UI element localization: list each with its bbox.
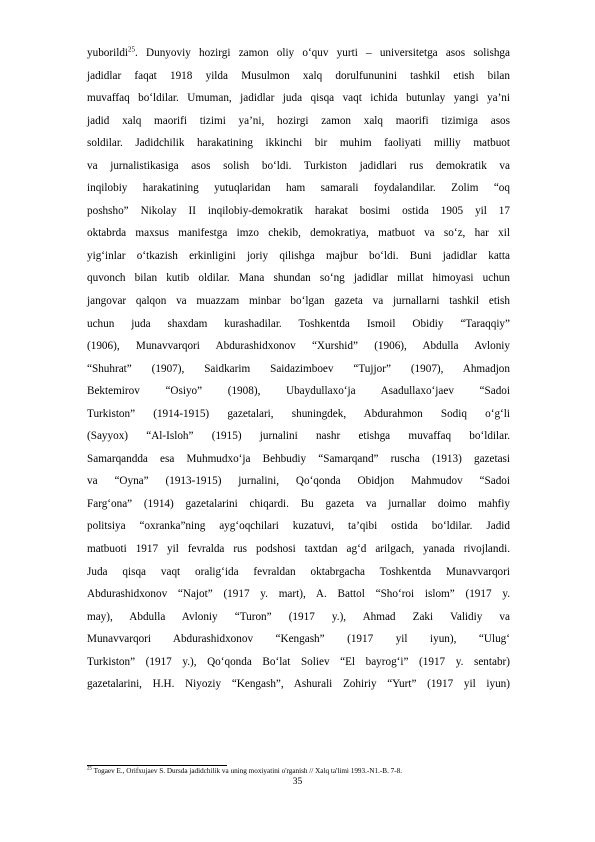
paragraph-line: jadidlar faqat 1918 yilda Musulmon xalq dorulfununini tashkil etish bilan [87,69,510,82]
paragraph-line: jadid xalq maorifi tizimi ya’ni, hozirgi zamon xalq maorifi tizimiga asos [87,114,510,127]
paragraph-line: (1906), Munavvarqori Abdurashidxonov “Xurshid” (1906), Abdulla Avloniy [87,340,510,353]
paragraph-line: va jurnalistikasiga asos solish bo‘ldi. Turkiston jadidlari rus demokratik va [87,159,510,172]
paragraph-line: va “Oyna” (1913-1915) jurnalini, Qo‘qonda Obidjon Mahmudov “Sadoi [87,475,510,488]
paragraph-line: Munavvarqori Abdurashidxonov “Kengash” (1917 yil iyun), “Ulug‘ [87,633,510,646]
footnote-text: Togaev E., Orifxujaev S. Dursda jadidchilik va uning moxiyatini o'rganish // Xalq ta'limi 1993.-N1.-B. 7-8. [92,767,403,775]
paragraph-line: gazetalarini, H.H. Niyoziy “Kengash”, Ashurali Zohiriy “Yurt” (1917 yil iyun) [87,678,510,691]
page-number: 35 [292,777,303,787]
paragraph-line: poshsho” Nikolay II inqilobiy-demokratik harakat bosimi ostida 1905 yil 17 [87,204,510,217]
paragraph-line: inqilobiy harakatining yutuqlaridan ham samarali foydalandilar. Zolim “oq [87,182,510,195]
footnote-separator [87,765,227,766]
paragraph-line: Turkiston” (1917 y.), Qo‘qonda Bo‘lat Soliev “El bayrog‘i” (1917 y. sentabr) [87,655,510,668]
paragraph-line: (Sayyox) “Al-Isloh” (1915) jurnalini nashr etishga muvaffaq bo‘ldilar. [87,430,510,443]
main-paragraph [87,42,510,696]
paragraph-line: jangovar qalqon va muazzam minbar bo‘lgan gazeta va jurnallarni tashkil etish [87,295,510,308]
paragraph-line: quvonch bilan kutib oldilar. Mana shundan so‘ng jadidlar millat himoyasi uchun [87,272,510,285]
paragraph-line: muvaffaq bo‘ldilar. Umuman, jadidlar juda qisqa vaqt ichida butunlay yangi ya’ni [87,92,510,105]
paragraph-line: Turkiston” (1914-1915) gazetalari, shuningdek, Abdurahmon Sodiq o‘g‘li [87,407,510,420]
paragraph-line: oktabrda maxsus manifestga imzo chekib, demokratiya, matbuot va so‘z, har xil [87,227,510,240]
footnote [87,767,517,775]
paragraph-line: Abdurashidxonov “Najot” (1917 y. mart), A. Battol “Sho‘roi islom” (1917 y. [87,588,510,601]
paragraph-line-1: yuborildi$^{25}$. Dunyoviy hozirgi zamon oliy o‘quv yurti – universitetga asos solishga [87,45,510,59]
paragraph-line: soldilar. Jadidchilik harakatining ikkinchi bir muhim faoliyati milliy matbuot [87,137,510,150]
footnote-mark: 25 [87,766,92,772]
paragraph-line: matbuoti 1917 yil fevralda rus podshosi taxtdan ag‘d arilgach, yanada rivojlandi. [87,543,510,556]
paragraph-line: may), Abdulla Avloniy “Turon” (1917 y.), Ahmad Zaki Validiy va [87,610,510,623]
footnote-reference[interactable]: 25 [128,45,136,54]
paragraph-line: politsiya “oxranka”ning ayg‘oqchilari kuzatuvi, ta’qibi ostida bo‘ldilar. Jadid [87,520,510,533]
paragraph-line: “Shuhrat” (1907), Saidkarim Saidazimboev “Tujjor” (1907), Ahmadjon [87,362,510,375]
paragraph-line: Samarqandda esa Muhmudxo‘ja Behbudiy “Samarqand” ruscha (1913) gazetasi [87,452,510,465]
paragraph-line: Farg‘ona” (1914) gazetalarini chiqardi. Bu gazeta va jurnallar doimo mahfiy [87,497,510,510]
paragraph-line: Juda qisqa vaqt oralig‘ida fevraldan oktabrgacha Toshkentda Munavvarqori [87,565,510,578]
paragraph-line: Bektemirov “Osiyo” (1908), Ubaydullaxo‘ja Asadullaxo‘jaev “Sadoi [87,385,510,398]
paragraph-line: uchun juda shaxdam kurashadilar. Toshkentda Ismoil Obidiy “Taraqqiy” [87,317,510,330]
paragraph-line: yig‘inlar o‘tkazish erkinligini joriy qilishga majbur bo‘ldi. Buni jadidlar katta [87,249,510,262]
